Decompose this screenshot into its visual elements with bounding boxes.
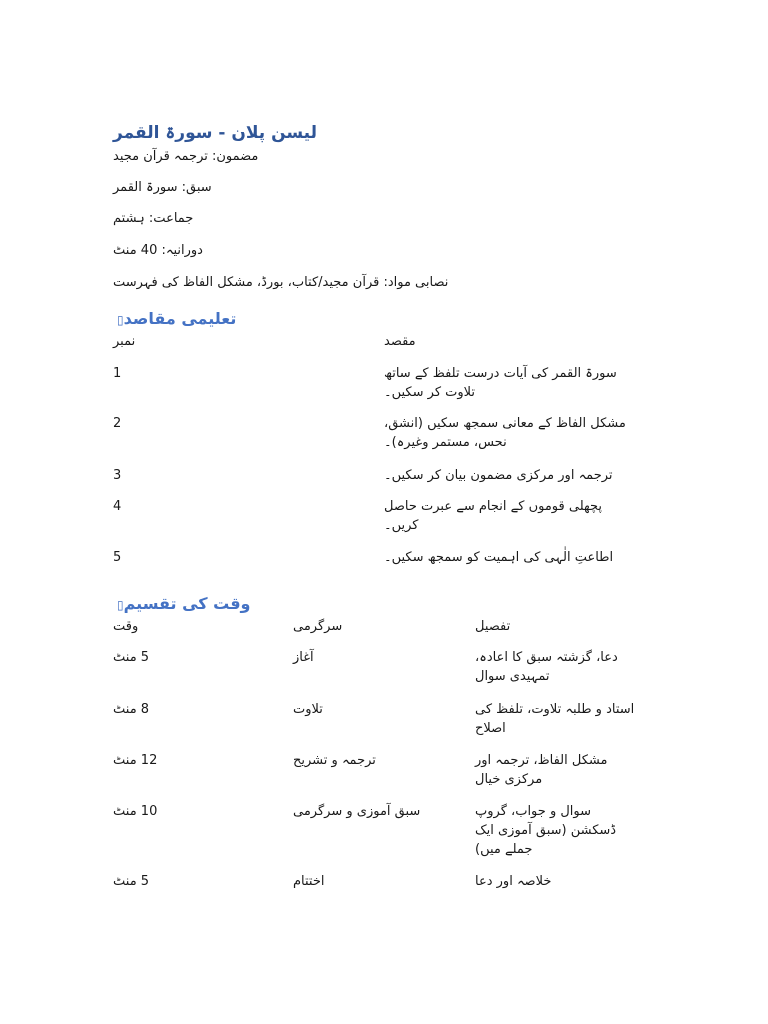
grade-line: جماعت: ہشتم	[113, 211, 194, 226]
table-row-number: 5	[113, 550, 122, 565]
table-row-detail: سوال و جواب، گروپ ڈسکشن (سبق آموزی ایک جملے میں)	[475, 804, 617, 857]
page-title: لیسن پلان - سورۃ القمر	[113, 123, 317, 143]
table-row-time: 10 منٹ	[113, 804, 158, 819]
table-row-objective: اطاعتِ الٰہی کی اہمیت کو سمجھ سکیں۔	[384, 550, 614, 565]
duration-line: دورانیہ: 40 منٹ	[113, 243, 203, 258]
table-row-objective: پچھلی قوموں کے انجام سے عبرت حاصل کریں۔	[384, 499, 603, 533]
table-row-time: 5 منٹ	[113, 650, 150, 665]
table-row-detail: مشکل الفاظ، ترجمہ اور مرکزی خیال	[475, 753, 608, 787]
column-header-detail: تفصیل	[475, 619, 511, 634]
heading-marker-icon: ▯	[117, 597, 124, 612]
table-row-number: 3	[113, 468, 122, 483]
table-row-activity: سبق آموزی و سرگرمی	[293, 804, 421, 819]
column-header-time: وقت	[113, 619, 139, 634]
table-row-objective: مشکل الفاظ کے معانی سمجھ سکیں (انشق، نحس، مستمر وغیرہ)۔	[384, 416, 626, 450]
timing-heading-text: وقت کی تقسیم	[123, 594, 251, 613]
heading-marker-icon: ▯	[117, 312, 124, 327]
materials-line: نصابی مواد: قرآن مجید/کتاب، بورڈ، مشکل الفاظ کی فہرست	[113, 275, 449, 290]
subject-line: مضمون: ترجمہ قرآن مجید	[113, 149, 259, 164]
table-row-detail: استاد و طلبہ تلاوت، تلفظ کی اصلاح	[475, 702, 635, 736]
column-header-activity: سرگرمی	[293, 619, 343, 634]
lesson-line: سبق: سورۃ القمر	[113, 180, 212, 195]
table-row-number: 2	[113, 416, 122, 431]
column-header-objective: مقصد	[384, 334, 416, 349]
table-row-time: 5 منٹ	[113, 874, 150, 889]
column-header-number: نمبر	[113, 334, 136, 349]
table-row-objective: سورۃ القمر کی آیات درست تلفظ کے ساتھ تلاوت کر سکیں۔	[384, 366, 617, 400]
table-row-activity: ترجمہ و تشریح	[293, 753, 376, 768]
table-row-time: 12 منٹ	[113, 753, 158, 768]
table-row-number: 1	[113, 366, 122, 381]
table-row-activity: تلاوت	[293, 702, 323, 717]
table-row-number: 4	[113, 499, 122, 514]
timing-heading	[113, 594, 250, 613]
table-row-time: 8 منٹ	[113, 702, 150, 717]
objectives-heading	[113, 309, 236, 328]
table-row-activity: اختتام	[293, 874, 325, 889]
table-row-detail: دعا، گزشتہ سبق کا اعادہ، تمہیدی سوال	[475, 650, 618, 684]
table-row-objective: ترجمہ اور مرکزی مضمون بیان کر سکیں۔	[384, 468, 613, 483]
table-row-activity: آغاز	[293, 650, 314, 665]
objectives-heading-text: تعلیمی مقاصد	[123, 309, 237, 328]
table-row-detail: خلاصہ اور دعا	[475, 874, 552, 889]
